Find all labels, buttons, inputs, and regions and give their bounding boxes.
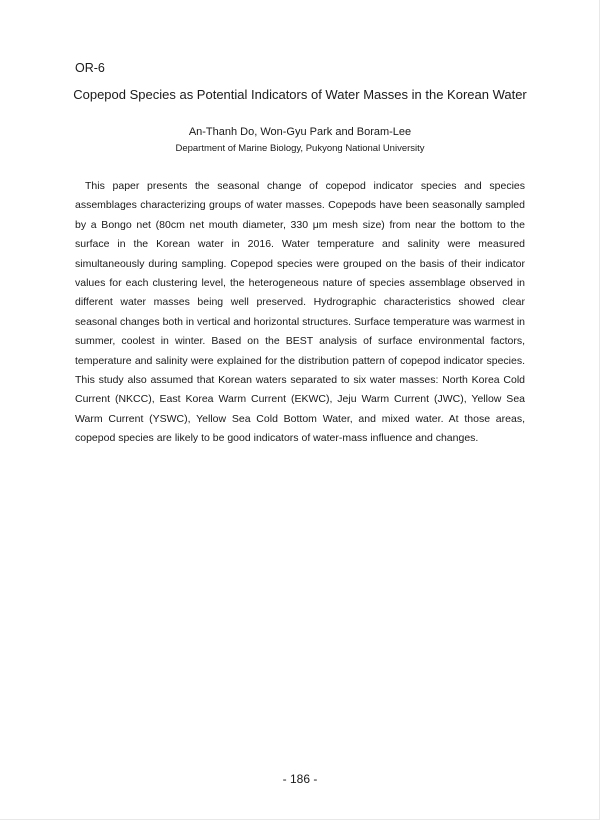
abstract-text: This paper presents the seasonal change of copepod indicator species and species assemblages characterizing groups of water masses. Copepods have been seasonally sampled by a Bongo net (80cm net mouth diameter, 330 μm mesh size) from near the bottom to the surface in the Korean water in 2016. Water temperature and salinity were measured simultaneously during sampling. Copepod species were grouped on the basis of their indicator values for each clustering level, the heterogeneous nature of species assemblage observed in different water masses being well preserved. Hydrographic characteristics showed clear seasonal changes both in vertical and horizontal structures. Surface temperature was warmest in summer, coolest in winter. Based on the BEST analysis of surface environmental factors, temperature and salinity were explained for the distribution pattern of copepod indicator species. This study also assumed that Korean waters separated to six water masses: North Korea Cold Current (NKCC), East Korea Warm Current (EKWC), Jeju Warm Current (JWC), Yellow Sea Warm Current (YSWC), Yellow Sea Cold Bottom Water, and mixed water. At those areas, copepod species are likely to be good indicators of water-mass influence and changes. (75, 180, 525, 445)
page-number: - 186 - (282, 772, 318, 786)
paper-title: Copepod Species as Potential Indicators of Water Masses in the Korean Water (73, 87, 527, 102)
author-list: An-Thanh Do, Won-Gyu Park and Boram-Lee (188, 126, 412, 138)
author-affiliation: Department of Marine Biology, Pukyong National University (175, 143, 425, 154)
presentation-code: OR-6 (75, 61, 105, 75)
